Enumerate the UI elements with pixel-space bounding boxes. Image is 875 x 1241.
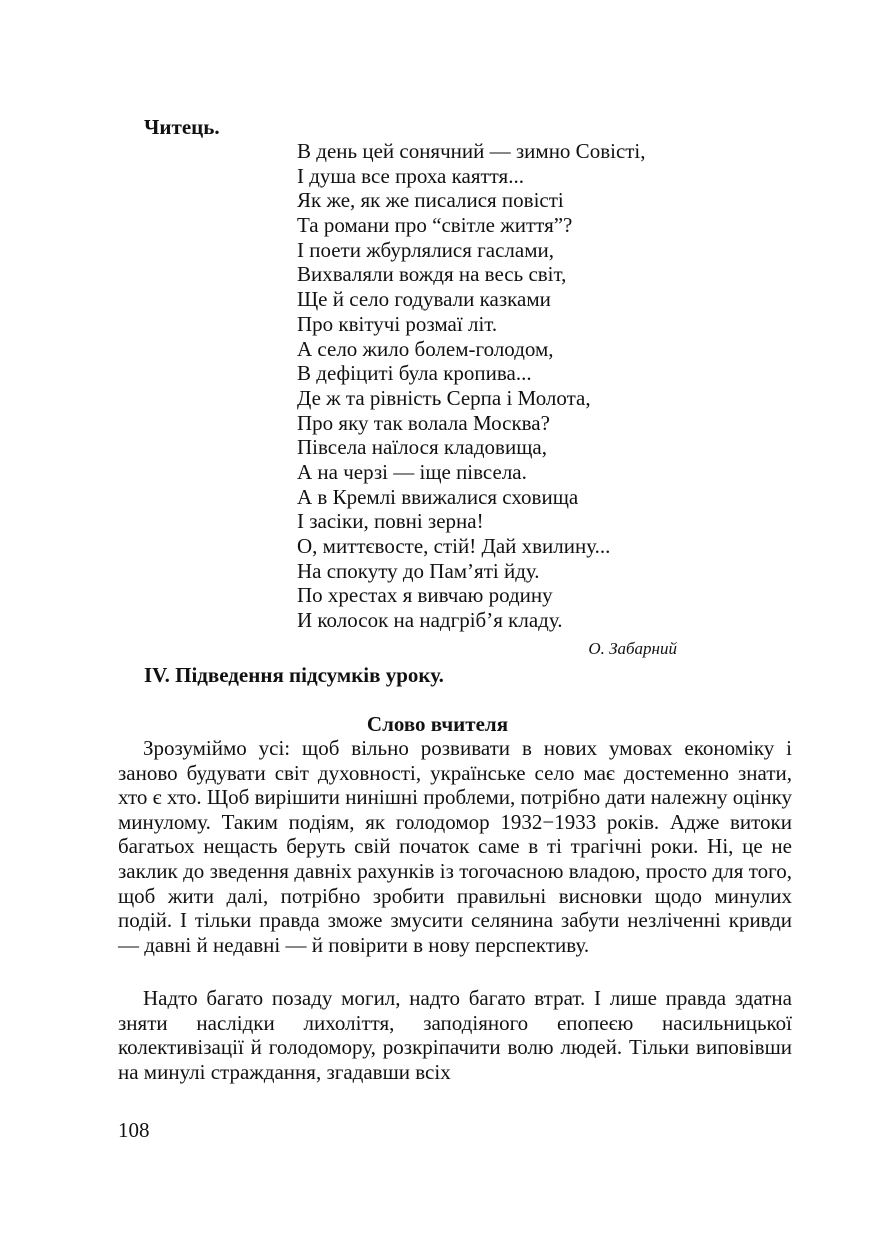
poem-line: І душа все проха каяття... — [297, 163, 524, 188]
poem-line: На спокуту до Пам’яті йду. — [297, 558, 540, 583]
poem-author: О. Забарний — [588, 639, 677, 658]
poem-line: По хрестах я вивчаю родину — [297, 583, 553, 608]
poem-line: І засіки, повні зерна! — [297, 509, 484, 534]
poem-line: Вихваляли вождя на весь світ, — [297, 262, 567, 287]
speaker-label: Читець. — [144, 115, 220, 139]
page-number: 108 — [118, 1118, 150, 1142]
poem-line: О, миттєвосте, стій! Дай хвилину... — [297, 534, 611, 558]
poem — [297, 139, 737, 633]
poem-line: А село жило болем-голодом, — [297, 336, 554, 361]
poem-line: Та романи про “світле життя”? — [297, 213, 573, 238]
poem-line: Де ж та рівність Серпа і Молота, — [297, 385, 591, 410]
poem-line: І поети жбурлялися гаслами, — [297, 237, 554, 262]
poem-line: Ще й село годували казками — [297, 287, 551, 312]
poem-line: А на черзі — іще півсела. — [297, 459, 527, 484]
subheading: Слово вчителя — [366, 712, 509, 736]
paragraph: Надто багато позаду могил, надто багато втрат. І лише правда здатна зняти наслідки лихоліття, заподіяного епопеєю насильницької колективізації й голодомору, розкріпачити волю людей. Тільки виповівши на минулі страждання, згадавши всіх — [118, 986, 792, 1084]
section-title: IV. Підведення підсумків уроку. — [144, 663, 444, 687]
poem-line: Як же, як же писалися повісті — [297, 188, 564, 213]
poem-line: И колосок на надгріб’я кладу. — [297, 608, 563, 633]
poem-line: Півсела наїлося кладовища, — [297, 435, 547, 460]
poem-line: В дефіциті була кропива... — [297, 361, 532, 386]
paragraph: Зрозуміймо усі: щоб вільно розвивати в нових умовах економіку і заново будувати світ духовності, українське село має достеменно знати, хто є хто. Щоб вирішити нинішні проблеми, потрібно дати належну оцінку минулому. Таким подіям, як голодомор 1932−1933 років. Адже витоки багатьох нещасть беруть свій початок саме в ті трагічні роки. Ні, це не заклик до зведення давніх рахунків із тогочасною владою, просто для того, щоб жити далі, потрібно зробити правильні висновки щодо минулих подій. І тільки правда зможе змусити селянина забути незліченні кривди — давні й недавні — й повірити в нову перспективу. — [118, 736, 792, 957]
poem-line: В день цей сонячний — зимно Совісті, — [297, 139, 646, 163]
poem-line: Про квітучі розмаї літ. — [297, 311, 498, 336]
poem-line: А в Кремлі ввижалися сховища — [297, 484, 579, 509]
poem-line: Про яку так волала Москва? — [297, 410, 550, 435]
